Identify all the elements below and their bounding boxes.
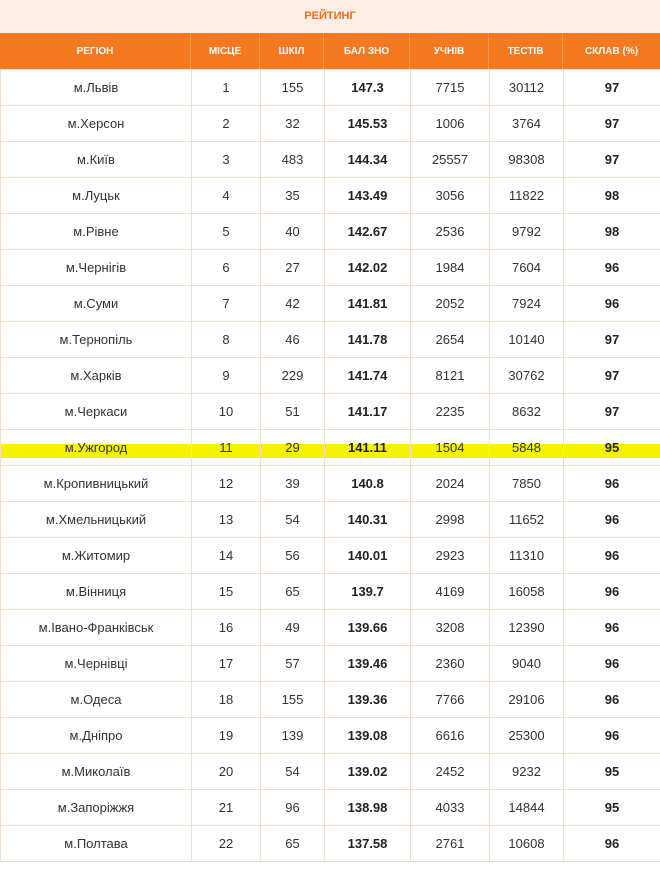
schools-cell: 32 [261, 106, 325, 142]
region-cell: м.Вінниця [1, 574, 192, 610]
table-row [1, 106, 660, 142]
tests-cell: 12390 [490, 610, 564, 646]
score-cell: 145.53 [325, 106, 411, 142]
passed-cell: 97 [564, 70, 660, 106]
table-header [0, 33, 660, 69]
score-cell: 139.46 [325, 646, 411, 682]
place-cell: 16 [192, 610, 261, 646]
score-cell: 140.01 [325, 538, 411, 574]
score-cell: 137.58 [325, 826, 411, 862]
tests-cell: 8632 [490, 394, 564, 430]
table-row [1, 502, 660, 538]
schools-cell: 54 [261, 754, 325, 790]
tests-cell: 30112 [490, 70, 564, 106]
place-cell: 15 [192, 574, 261, 610]
region-cell: м.Луцьк [1, 178, 192, 214]
region-cell: м.Черкаси [1, 394, 192, 430]
table-row [1, 70, 660, 106]
column-header-place[interactable]: МІСЦЕ [191, 33, 260, 69]
schools-cell: 46 [261, 322, 325, 358]
region-cell: м.Херсон [1, 106, 192, 142]
tests-cell: 10608 [490, 826, 564, 862]
score-cell: 140.31 [325, 502, 411, 538]
score-cell: 138.98 [325, 790, 411, 826]
passed-cell: 96 [564, 286, 660, 322]
score-cell: 139.36 [325, 682, 411, 718]
students-cell: 2360 [411, 646, 490, 682]
score-cell: 141.17 [325, 394, 411, 430]
column-header-schools[interactable]: ШКІЛ [260, 33, 324, 69]
tests-cell: 5848 [490, 430, 564, 466]
place-cell: 20 [192, 754, 261, 790]
schools-cell: 155 [261, 70, 325, 106]
table-row [1, 466, 660, 502]
place-cell: 18 [192, 682, 261, 718]
table-row [1, 178, 660, 214]
schools-cell: 42 [261, 286, 325, 322]
tests-cell: 9792 [490, 214, 564, 250]
region-cell: м.Тернопіль [1, 322, 192, 358]
passed-cell: 96 [564, 502, 660, 538]
ranking-table-body [1, 70, 660, 862]
students-cell: 2761 [411, 826, 490, 862]
region-cell: м.Чернівці [1, 646, 192, 682]
score-cell: 139.66 [325, 610, 411, 646]
score-cell: 141.74 [325, 358, 411, 394]
place-cell: 13 [192, 502, 261, 538]
place-cell: 1 [192, 70, 261, 106]
region-cell: м.Хмельницький [1, 502, 192, 538]
table-row [1, 682, 660, 718]
passed-cell: 97 [564, 358, 660, 394]
students-cell: 8121 [411, 358, 490, 394]
place-cell: 10 [192, 394, 261, 430]
schools-cell: 27 [261, 250, 325, 286]
region-cell: м.Харків [1, 358, 192, 394]
table-row [1, 538, 660, 574]
place-cell: 14 [192, 538, 261, 574]
region-cell: м.Запоріжжя [1, 790, 192, 826]
region-cell: м.Івано-Франківськ [1, 610, 192, 646]
students-cell: 2452 [411, 754, 490, 790]
students-cell: 3208 [411, 610, 490, 646]
region-cell: м.Кропивницький [1, 466, 192, 502]
score-cell: 142.67 [325, 214, 411, 250]
passed-cell: 97 [564, 394, 660, 430]
schools-cell: 39 [261, 466, 325, 502]
place-cell: 2 [192, 106, 261, 142]
schools-cell: 40 [261, 214, 325, 250]
tests-cell: 7604 [490, 250, 564, 286]
tests-cell: 11310 [490, 538, 564, 574]
tests-cell: 29106 [490, 682, 564, 718]
region-cell: м.Чернігів [1, 250, 192, 286]
tests-cell: 9040 [490, 646, 564, 682]
schools-cell: 35 [261, 178, 325, 214]
students-cell: 2998 [411, 502, 490, 538]
tests-cell: 7850 [490, 466, 564, 502]
score-cell: 143.49 [325, 178, 411, 214]
students-cell: 7715 [411, 70, 490, 106]
column-header-students[interactable]: УЧНІВ [410, 33, 489, 69]
score-cell: 147.3 [325, 70, 411, 106]
column-header-tests[interactable]: ТЕСТІВ [489, 33, 563, 69]
tests-cell: 14844 [490, 790, 564, 826]
passed-cell: 95 [564, 754, 660, 790]
students-cell: 1504 [411, 430, 490, 466]
place-cell: 21 [192, 790, 261, 826]
schools-cell: 51 [261, 394, 325, 430]
students-cell: 4169 [411, 574, 490, 610]
schools-cell: 65 [261, 826, 325, 862]
table-row [1, 718, 660, 754]
schools-cell: 57 [261, 646, 325, 682]
column-header-passed[interactable]: СКЛАВ (%) [584, 45, 639, 57]
students-cell: 2536 [411, 214, 490, 250]
table-row [1, 142, 660, 178]
score-cell: 144.34 [325, 142, 411, 178]
table-row [1, 250, 660, 286]
passed-cell: 98 [564, 214, 660, 250]
students-cell: 2052 [411, 286, 490, 322]
passed-cell: 95 [564, 790, 660, 826]
place-cell: 22 [192, 826, 261, 862]
schools-cell: 49 [261, 610, 325, 646]
score-cell: 141.11 [325, 430, 411, 466]
tests-cell: 11822 [490, 178, 564, 214]
passed-cell: 97 [564, 106, 660, 142]
region-cell: м.Рівне [1, 214, 192, 250]
ranking-table [0, 69, 660, 862]
schools-cell: 54 [261, 502, 325, 538]
students-cell: 2024 [411, 466, 490, 502]
ranking-title: РЕЙТИНГ [0, 0, 660, 33]
place-cell: 5 [192, 214, 261, 250]
passed-cell: 96 [564, 646, 660, 682]
table-row [1, 754, 660, 790]
students-cell: 3056 [411, 178, 490, 214]
table-row [1, 322, 660, 358]
students-cell: 2923 [411, 538, 490, 574]
schools-cell: 29 [261, 430, 325, 466]
tests-cell: 16058 [490, 574, 564, 610]
region-cell: м.Львів [1, 70, 192, 106]
place-cell: 11 [192, 430, 261, 466]
students-cell: 1006 [411, 106, 490, 142]
schools-cell: 155 [261, 682, 325, 718]
score-cell: 139.08 [325, 718, 411, 754]
place-cell: 7 [192, 286, 261, 322]
place-cell: 3 [192, 142, 261, 178]
schools-cell: 56 [261, 538, 325, 574]
region-cell: м.Одеса [1, 682, 192, 718]
passed-cell: 96 [564, 610, 660, 646]
score-cell: 141.78 [325, 322, 411, 358]
passed-cell: 98 [564, 178, 660, 214]
students-cell: 4033 [411, 790, 490, 826]
tests-cell: 9232 [490, 754, 564, 790]
passed-cell: 96 [564, 538, 660, 574]
tests-cell: 11652 [490, 502, 564, 538]
tests-cell: 3764 [490, 106, 564, 142]
passed-cell: 97 [564, 142, 660, 178]
table-row [1, 574, 660, 610]
column-header-region[interactable]: РЕГІОН [0, 33, 191, 69]
region-cell: м.Київ [1, 142, 192, 178]
tests-cell: 98308 [490, 142, 564, 178]
place-cell: 6 [192, 250, 261, 286]
tests-cell: 7924 [490, 286, 564, 322]
column-header-score[interactable]: БАЛ ЗНО [324, 33, 410, 69]
passed-cell: 96 [564, 682, 660, 718]
students-cell: 2235 [411, 394, 490, 430]
students-cell: 7766 [411, 682, 490, 718]
schools-cell: 96 [261, 790, 325, 826]
table-row [1, 394, 660, 430]
tests-cell: 25300 [490, 718, 564, 754]
table-row [1, 430, 660, 466]
region-cell: м.Ужгород [1, 430, 192, 466]
table-row [1, 286, 660, 322]
passed-cell: 96 [564, 574, 660, 610]
students-cell: 2654 [411, 322, 490, 358]
passed-cell: 96 [564, 250, 660, 286]
passed-cell: 95 [564, 430, 660, 466]
score-cell: 142.02 [325, 250, 411, 286]
students-cell: 25557 [411, 142, 490, 178]
region-cell: м.Житомир [1, 538, 192, 574]
students-cell: 1984 [411, 250, 490, 286]
schools-cell: 483 [261, 142, 325, 178]
table-row [1, 214, 660, 250]
region-cell: м.Полтава [1, 826, 192, 862]
region-cell: м.Миколаїв [1, 754, 192, 790]
score-cell: 139.7 [325, 574, 411, 610]
score-cell: 140.8 [325, 466, 411, 502]
table-row [1, 790, 660, 826]
region-cell: м.Дніпро [1, 718, 192, 754]
table-row [1, 826, 660, 862]
tests-cell: 10140 [490, 322, 564, 358]
schools-cell: 65 [261, 574, 325, 610]
passed-cell: 96 [564, 466, 660, 502]
place-cell: 12 [192, 466, 261, 502]
place-cell: 8 [192, 322, 261, 358]
tests-cell: 30762 [490, 358, 564, 394]
region-cell: м.Суми [1, 286, 192, 322]
students-cell: 6616 [411, 718, 490, 754]
table-row [1, 610, 660, 646]
passed-cell: 96 [564, 718, 660, 754]
passed-cell: 96 [564, 826, 660, 862]
score-cell: 141.81 [325, 286, 411, 322]
place-cell: 19 [192, 718, 261, 754]
table-row [1, 646, 660, 682]
place-cell: 9 [192, 358, 261, 394]
schools-cell: 139 [261, 718, 325, 754]
passed-cell: 97 [564, 322, 660, 358]
table-row [1, 358, 660, 394]
schools-cell: 229 [261, 358, 325, 394]
place-cell: 4 [192, 178, 261, 214]
place-cell: 17 [192, 646, 261, 682]
score-cell: 139.02 [325, 754, 411, 790]
